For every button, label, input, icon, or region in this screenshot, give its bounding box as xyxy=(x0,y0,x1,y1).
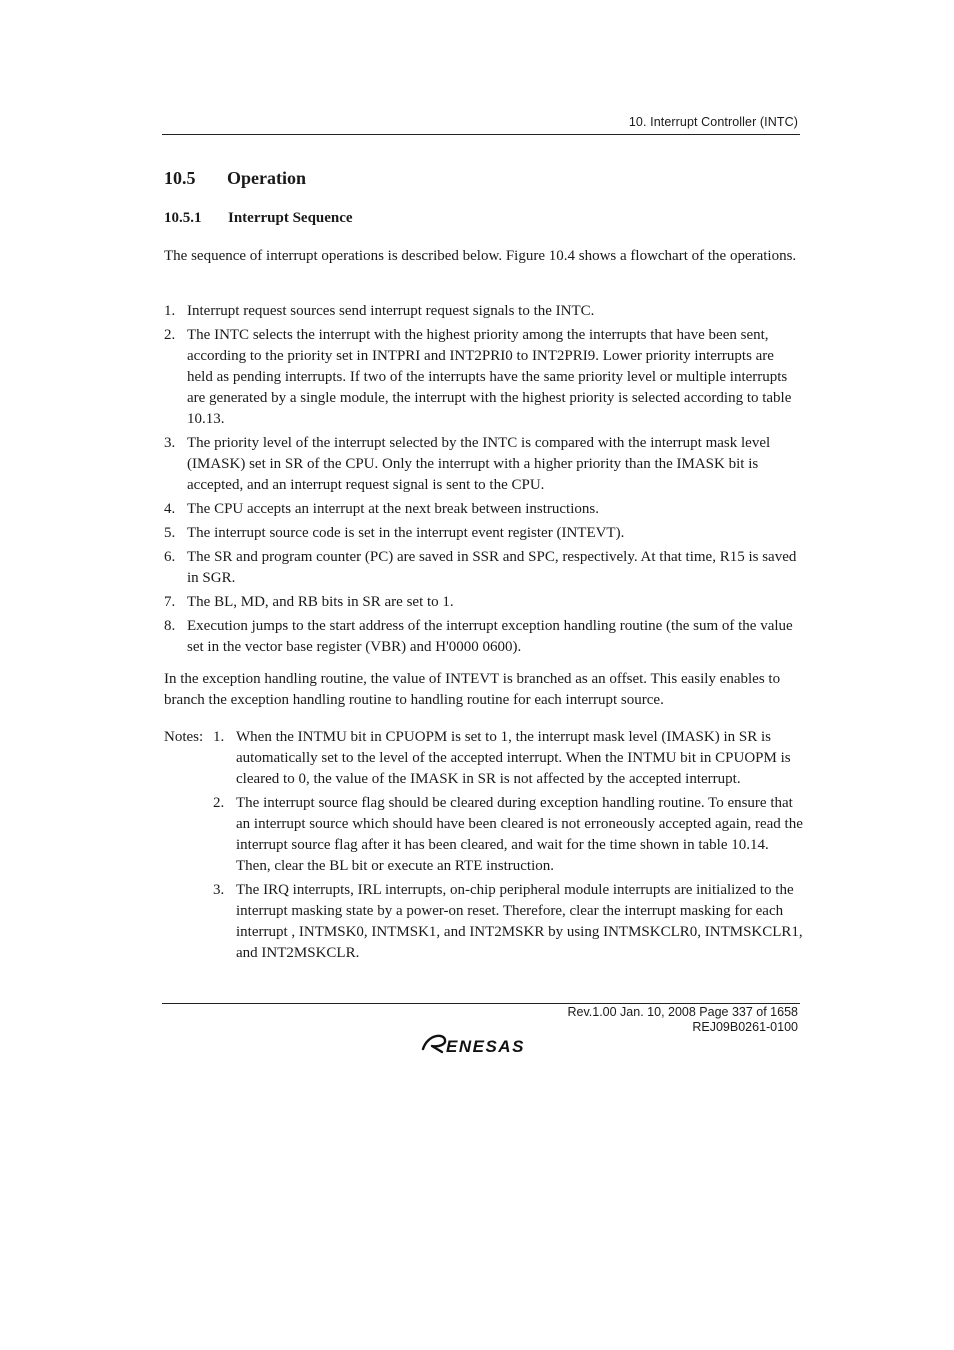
note-item xyxy=(164,880,804,964)
list-item-text: Execution jumps to the start address of the interrupt exception handling routine (the sum of the value set in the vector base register (VBR) and H'0000 0600). xyxy=(187,618,793,655)
note-item xyxy=(164,727,804,790)
section-heading xyxy=(164,168,306,189)
note-text: The interrupt source flag should be cleared during exception handling routine. To ensure that an interrupt source which should have been cleared is not erroneously accepted again, read the interrupt source flag after it has been cleared, and wait for the time shown in table 10.14. Then, clear the BL bit or execute an RTE instruction. xyxy=(236,795,803,874)
list-item xyxy=(164,499,800,520)
list-item xyxy=(164,547,800,589)
list-item-text: The SR and program counter (PC) are saved in SSR and SPC, respectively. At that time, R15 is saved in SGR. xyxy=(187,549,797,586)
list-item xyxy=(164,325,800,430)
list-item-text: The INTC selects the interrupt with the highest priority among the interrupts that have been sent, according to the priority set in INTPRI and INT2PRI0 to INT2PRI9. Lower priority interrupts are held as pending interrupts. If two of the interrupts have the same priority level or multiple interrupts are generated by a single module, the interrupt with the highest priority is selected according to table 10.13. xyxy=(187,327,792,427)
notes-label: Notes: xyxy=(164,729,204,745)
exception-routine-paragraph: In the exception handling routine, the value of INTEVT is branched as an offset. This easily enables to branch the exception handling routine to handling routine for each interrupt source. xyxy=(164,671,781,708)
note-number: 1. xyxy=(213,729,225,745)
list-item-number: 2. xyxy=(164,327,176,343)
list-item-number: 6. xyxy=(164,549,176,565)
page-footer xyxy=(567,1005,798,1035)
revision-info: Rev.1.00 Jan. 10, 2008 Page 337 of 1658 xyxy=(567,1005,798,1019)
list-item xyxy=(164,433,800,496)
svg-text:ENESAS: ENESAS xyxy=(446,1037,525,1056)
list-item-text: The BL, MD, and RB bits in SR are set to 1. xyxy=(187,594,454,610)
list-item-number: 1. xyxy=(164,303,176,319)
running-header: 10. Interrupt Controller (INTC) xyxy=(628,115,798,129)
note-text: When the INTMU bit in CPUOPM is set to 1, the interrupt mask level (IMASK) in SR is automatically set to the level of the accepted interrupt. When the INTMU bit in CPUOPM is cleared to 0, the value of the IMASK in SR is not affected by the accepted interrupt. xyxy=(236,729,791,787)
section-title: Operation xyxy=(227,168,306,188)
note-number: 2. xyxy=(213,795,225,811)
subsection-number: 10.5.1 xyxy=(164,210,202,226)
header-rule xyxy=(162,134,800,135)
list-item-text: The interrupt source code is set in the interrupt event register (INTEVT). xyxy=(187,525,625,541)
note-item xyxy=(164,793,804,877)
list-item-number: 8. xyxy=(164,618,176,634)
notes-block xyxy=(164,727,804,967)
section-number: 10.5 xyxy=(164,168,196,188)
document-number: REJ09B0261-0100 xyxy=(692,1020,798,1034)
list-item-number: 4. xyxy=(164,501,176,517)
subsection-heading xyxy=(164,210,353,227)
list-item-text: Interrupt request sources send interrupt request signals to the INTC. xyxy=(187,303,595,319)
list-item xyxy=(164,592,800,613)
note-number: 3. xyxy=(213,882,225,898)
list-item-number: 7. xyxy=(164,594,176,610)
list-item xyxy=(164,523,800,544)
subsection-title: Interrupt Sequence xyxy=(228,210,353,226)
intro-paragraph: The sequence of interrupt operations is described below. Figure 10.4 shows a flowchart of the operations. xyxy=(164,248,797,264)
list-item xyxy=(164,616,800,658)
list-item-number: 5. xyxy=(164,525,176,541)
footer-rule xyxy=(162,1003,800,1004)
list-item xyxy=(164,301,800,322)
note-text: The IRQ interrupts, IRL interrupts, on-chip peripheral module interrupts are initialized to the interrupt masking state by a power-on reset. Therefore, clear the interrupt masking for each interrupt , INTMSK0, INTMSK1, and INT2MSKR by using INTMSKCLR0, INTMSKCLR1, and INT2MSKCLR. xyxy=(236,882,803,961)
list-item-text: The CPU accepts an interrupt at the next break between instructions. xyxy=(187,501,599,517)
renesas-logo xyxy=(420,1030,542,1056)
interrupt-steps-list xyxy=(164,301,800,661)
list-item-number: 3. xyxy=(164,435,176,451)
list-item-text: The priority level of the interrupt selected by the INTC is compared with the interrupt mask level (IMASK) set in SR of the CPU. Only the interrupt with a higher priority than the IMASK bit is accepted, and an interrupt request signal is sent to the CPU. xyxy=(187,435,771,493)
